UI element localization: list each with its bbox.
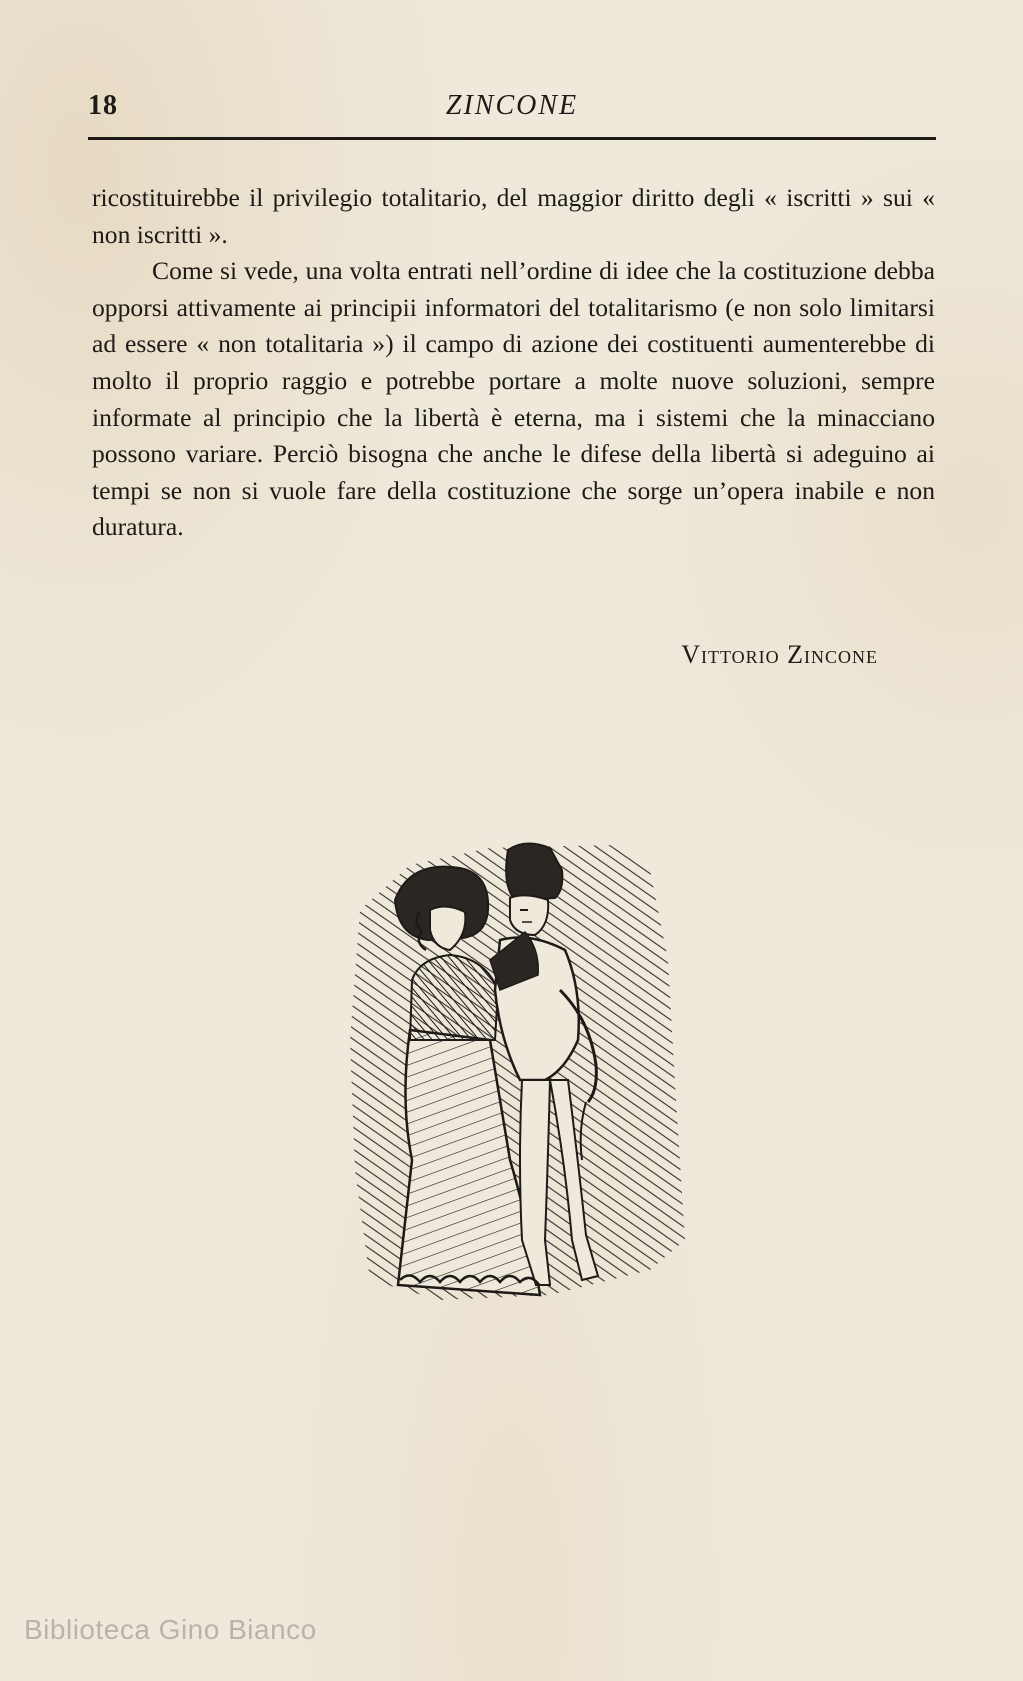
header-rule [88, 137, 936, 140]
library-watermark: Biblioteca Gino Bianco [24, 1614, 317, 1645]
page-header [88, 90, 936, 130]
author-signature: Vittorio Zincone [681, 640, 878, 669]
paragraph-1: ricostituirebbe il privilegio totalitario, del maggior diritto degli « iscritti » sui « non iscritti ». [92, 183, 935, 249]
couple-engraving-icon [350, 840, 688, 1302]
body-text [92, 180, 935, 546]
paragraph-2: Come si vede, una volta entrati nell’ordine di idee che la costituzione debba opporsi attivamente ai principii informatori del totalitarismo (e non solo limitarsi ad essere « non totalitaria ») il campo di azione dei costituenti aumenterebbe di molto il proprio raggio e potrebbe portare a molte nuove soluzioni, sempre informate al principio che la libertà è eterna, ma i sistemi che la minacciano possono variare. Perciò bisogna che anche le difese della libertà si adeguino ai tempi se non si vuole fare della costituzione che sorge un’opera inabile e non duratura. [92, 256, 935, 542]
page-number: 18 [88, 90, 118, 121]
running-head: ZINCONE [445, 90, 579, 121]
